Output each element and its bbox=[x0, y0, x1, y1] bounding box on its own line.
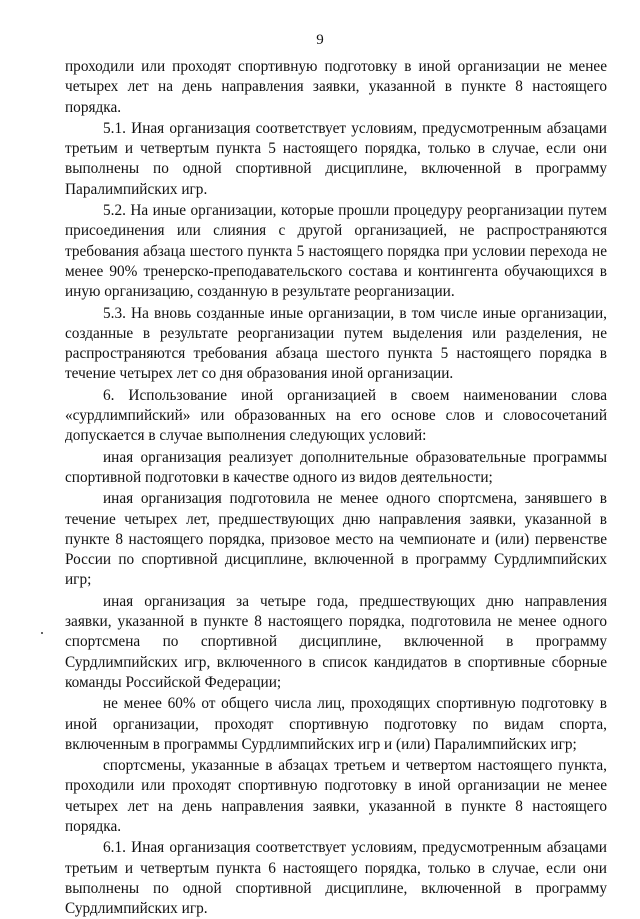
paragraph-5-2: 5.2. На иные организации, которые прошли процедуру реорганизации путем присоединения или слияния с другой организацией, не распространяются требования абзаца шестого пункта 5 настоящего порядка при условии перехода не менее 90% тренерско-преподавательского состава и контингента обучающихся в иную организацию, созданную в результате реорганизации. bbox=[65, 202, 607, 301]
paragraph-6-condition-4: не менее 60% от общего числа лиц, проходящих спортивную подготовку в иной организации, проходят спортивную подготовку по видам спорта, включенным в программы Сурдлимпийских игр и (или) Паралимпийских игр; bbox=[65, 695, 607, 753]
paragraph-6: 6. Использование иной организацией в своем наименовании слова «сурдлимпийский» или образованных на его основе слов и словосочетаний допускается в случае выполнения следующих условий: bbox=[65, 386, 607, 445]
document-body bbox=[65, 57, 607, 919]
paragraph-continuation: проходили или проходят спортивную подготовку в иной организации не менее четырех лет на день направления заявки, указанной в пункте 8 настоящего порядка. bbox=[65, 58, 607, 116]
paragraph-6-condition-1: иная организация реализует дополнительные образовательные программы спортивной подготовки в качестве одного из видов деятельности; bbox=[65, 448, 607, 486]
paragraph-6-condition-5: спортсмены, указанные в абзацах третьем и четвертом настоящего пункта, проходили или проходят спортивную подготовку в иной организации не менее четырех лет на день направления заявки, указанной в пункте 8 настоящего порядка. bbox=[65, 757, 607, 835]
paragraph-5-3: 5.3. На вновь созданные иные организации, в том числе иные организации, созданные в результате реорганизации путем выделения или разделения, не распространяются требования абзаца шестого пункта 5 настоящего порядка в течение четырех лет со дня образования иной организации. bbox=[65, 304, 607, 383]
paragraph-6-1: 6.1. Иная организация соответствует условиям, предусмотренным абзацами третьим и четвертым пункта 6 настоящего порядка, только в случае, если они выполнены по одной спортивной дисциплине, включенной в программу Сурдлимпийских игр. bbox=[65, 839, 607, 918]
scan-speck bbox=[41, 632, 43, 634]
page-number: 9 bbox=[316, 32, 324, 48]
paragraph-6-condition-3: иная организация за четыре года, предшествующих дню направления заявки, указанной в пункте 8 настоящего порядка, подготовила не менее одного спортсмена по спортивной дисциплине, включенной в программу Сурдлимпийских игр, включенного в список кандидатов в спортивные сборные команды Российской Федерации; bbox=[65, 592, 607, 691]
paragraph-6-condition-2: иная организация подготовила не менее одного спортсмена, занявшего в течение четырех лет, предшествующих дню направления заявки, указанной в пункте 8 настоящего порядка, призовое место на чемпионате и (или) первенстве России по спортивной дисциплине, включенной в программу Сурдлимпийских игр; bbox=[65, 490, 607, 589]
paragraph-5-1: 5.1. Иная организация соответствует условиям, предусмотренным абзацами третьим и четвертым пункта 5 настоящего порядка, только в случае, если они выполнены по одной спортивной дисциплине, включенной в программу Паралимпийских игр. bbox=[65, 119, 607, 198]
